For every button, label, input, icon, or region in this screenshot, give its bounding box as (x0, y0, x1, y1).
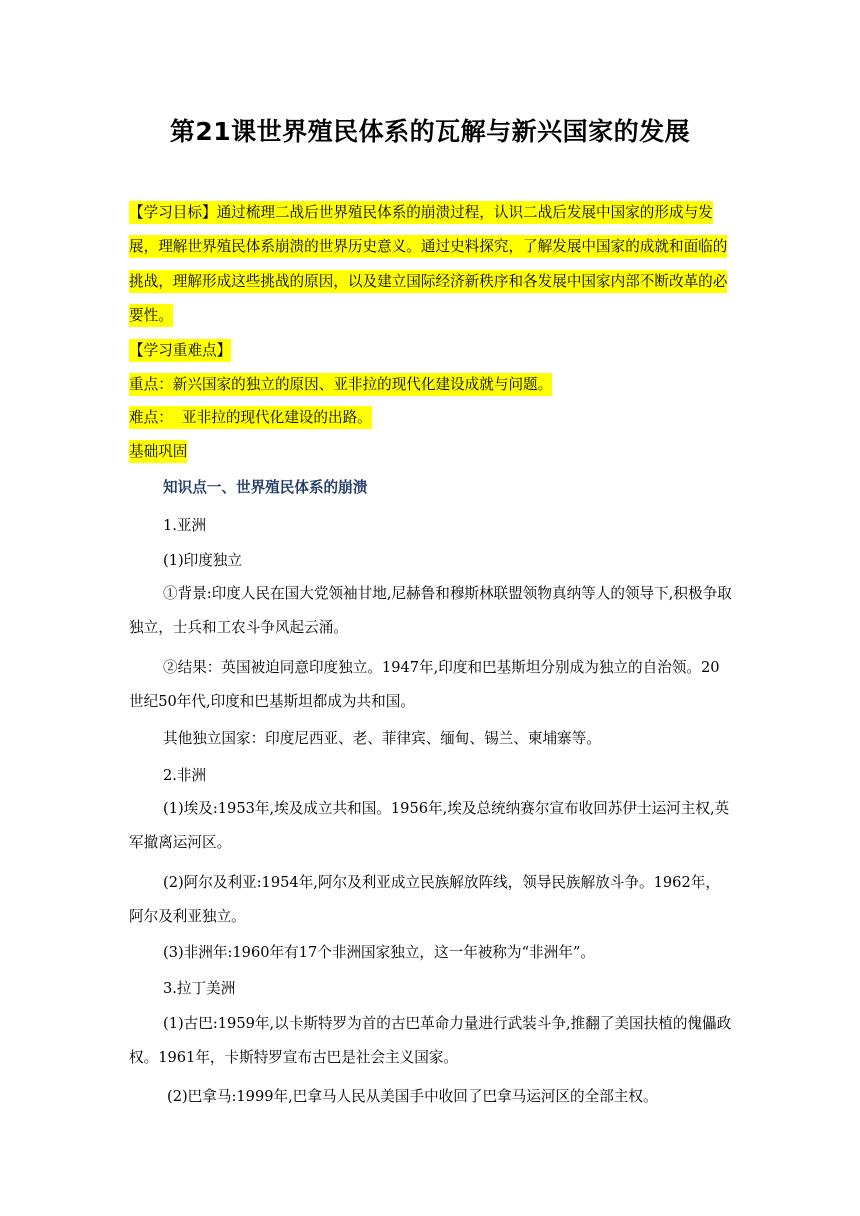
knowledge-point-heading: 知识点一、世界殖民体系的崩溃 (163, 479, 368, 496)
basics-heading: 基础巩固 (129, 440, 187, 463)
key-points-heading: 【学习重难点】 (129, 339, 231, 362)
key-point: 重点：新兴国家的独立的原因、亚非拉的现代化建设成就与问题。 (129, 373, 552, 396)
algeria-paragraph: (2)阿尔及利亚:1954年,阿尔及利亚成立民族解放阵线，领导民族解放斗争。1962年，阿尔及利亚独立。 (129, 874, 720, 925)
other-asia-countries: 其他独立国家：印度尼西亚、老、菲律宾、缅甸、锡兰、柬埔寨等。 (163, 730, 601, 747)
basics-heading-line (129, 440, 187, 461)
key-point-line (129, 373, 552, 394)
india-result: ②结果：英国被迫同意印度独立。1947年,印度和巴基斯坦分别成为独立的自治领。20世纪50年代,印度和巴基斯坦都成为共和国。 (129, 659, 720, 710)
learning-goals (129, 196, 733, 333)
key-points-heading-line (129, 339, 231, 360)
india-heading: (1)印度独立 (163, 552, 243, 569)
cuba-paragraph: (1)古巴:1959年,以卡斯特罗为首的古巴革命力量进行武装斗争,推翻了美国扶植的傀儡政权。1961年，卡斯特罗宣布古巴是社会主义国家。 (129, 1015, 732, 1066)
panama-paragraph: (2)巴拿马:1999年,巴拿马人民从美国手中收回了巴拿马运河区的全部主权。 (167, 1088, 658, 1105)
africa-year-paragraph: (3)非洲年:1960年有17个非洲国家独立，这一年被称为“非洲年”。 (163, 944, 595, 961)
difficult-point: 难点： 亚非拉的现代化建设的出路。 (129, 406, 372, 429)
africa-heading: 2.非洲 (163, 767, 207, 784)
egypt-paragraph: (1)埃及:1953年,埃及成立共和国。1956年,埃及总统纳赛尔宣布收回苏伊士运河主权,英军撤离运河区。 (129, 800, 730, 851)
difficult-point-line (129, 406, 372, 427)
asia-heading: 1.亚洲 (163, 517, 207, 534)
india-background: ①背景:印度人民在国大党领袖甘地,尼赫鲁和穆斯林联盟领物真纳等人的领导下,积极争取独立，士兵和工农斗争风起云涌。 (129, 585, 732, 636)
learning-goals-text: 【学习目标】通过梳理二战后世界殖民体系的崩溃过程，认识二战后发展中国家的形成与发展，理解世界殖民体系崩溃的世界历史意义。通过史料探究，了解发展中国家的成就和面临的挑战，理解形成这些挑战的原因，以及建立国际经济新秩序和各发展中国家内部不断改革的必要性。 (129, 201, 727, 327)
latam-heading: 3.拉丁美洲 (163, 980, 236, 997)
page-title: 第21课世界殖民体系的瓦解与新兴国家的发展 (169, 117, 691, 146)
